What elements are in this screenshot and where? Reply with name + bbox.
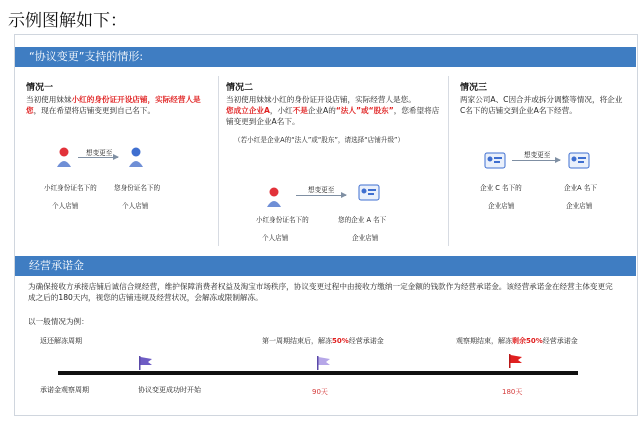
case3-left-caption: 企业 C 名下的 — [480, 184, 522, 192]
case1-text-red: 小红的身份证开设店铺，实际经营人是您 — [26, 95, 201, 115]
flag-start-icon — [138, 356, 154, 370]
case2-text-suffix: ，您希望将店铺变更到企业A名下。 — [226, 106, 440, 126]
case2-right-caption: 您的企业 A 名下 — [338, 216, 387, 224]
column-divider — [218, 76, 219, 246]
case2-text-mid2: 企业A的 — [307, 106, 336, 115]
event-180-prefix: 观察期结束，解冻 — [456, 337, 512, 345]
case1-text-suffix: ，现在希望将店铺变更到自己名下。 — [33, 106, 156, 115]
case1-text-prefix: 当初使用妹妹 — [26, 95, 72, 104]
flag-90-icon — [316, 356, 332, 370]
column-divider — [448, 76, 449, 246]
case2-text-red2: 不是 — [292, 106, 308, 115]
case1-title: 情况一 — [26, 83, 54, 93]
business-card-icon — [358, 182, 380, 202]
change-arrow — [512, 160, 560, 161]
case2-text-red3: “法人”或“股东” — [335, 106, 394, 115]
event-90-prefix: 第一周期结束后，解冻 — [262, 337, 332, 345]
tick-90-days: 90天 — [312, 388, 328, 396]
event-label-90 — [262, 336, 384, 346]
event-90-red: 50% — [332, 337, 349, 345]
observation-timeline — [58, 371, 578, 375]
event-label-start: 协议变更成功时开始 — [138, 386, 201, 394]
example-label: 以一般情况为例： — [28, 317, 89, 326]
case1-left-caption-2: 个人店铺 — [52, 202, 79, 210]
case1-left-caption: 小红身份证名下的 — [44, 184, 97, 192]
flag-180-icon — [508, 354, 524, 368]
case3-arrow-label: 想变更至 — [524, 151, 551, 159]
case3-description: 两家公司A、C因合并或拆分调整等情况，将企业C名下的店铺交到企业A名下经营。 — [460, 95, 623, 115]
case2-title: 情况二 — [226, 83, 254, 93]
person-male-icon — [128, 146, 144, 168]
case2-note: （若小红是企业A的“法人”或“股东”，请选择“店铺升级”） — [234, 136, 405, 144]
section-heading-deposit: 经营承诺金 — [15, 256, 636, 276]
business-card-icon — [568, 150, 590, 170]
case3-right-caption: 企业A 名下 — [564, 184, 597, 192]
row-label-unfreeze-cycle: 返还解冻周期 — [40, 337, 82, 345]
section-heading-protocol: “协议变更”支持的情形: — [15, 47, 636, 67]
tick-180-days: 180天 — [502, 388, 523, 396]
event-90-suffix: 经营承诺金 — [348, 337, 384, 345]
case2-left-caption-2: 个人店铺 — [262, 234, 289, 242]
event-180-red: 剩余50% — [512, 337, 543, 345]
case2-arrow-label: 想变更至 — [308, 186, 335, 194]
case2-description — [226, 94, 442, 127]
business-card-icon — [484, 150, 506, 170]
case1-right-caption-2: 个人店铺 — [122, 202, 149, 210]
deposit-paragraph: 为确保接收方承接店铺后诚信合规经营，维护保障消费者权益及淘宝市场秩序，协议变更过程中由接收方缴纳一定金额的钱款作为经营承诺金。该经营承诺金在经营主体变更完成之后的180天内，视您的店铺违规及经营状况，会解冻或限制解冻。 — [28, 282, 613, 302]
case2-left-caption: 小红身份证名下的 — [256, 216, 309, 224]
case2-text-line1: 当初使用妹妹小红的身份证开设店铺，实际经营人是您。 — [226, 95, 416, 104]
change-arrow — [296, 195, 346, 196]
case1-description — [26, 94, 212, 116]
case3-right-caption-2: 企业店铺 — [566, 202, 593, 210]
case1-right-caption: 您身份证名下的 — [114, 184, 161, 192]
event-180-suffix: 经营承诺金 — [542, 337, 578, 345]
row-label-observation-cycle: 承诺金观察周期 — [40, 386, 89, 394]
event-label-180 — [456, 336, 578, 346]
case2-text-mid: ，小红 — [269, 106, 293, 115]
person-female-icon — [266, 186, 282, 208]
case2-right-caption-2: 企业店铺 — [352, 234, 379, 242]
case3-title: 情况三 — [460, 83, 488, 93]
case3-left-caption-2: 企业店铺 — [488, 202, 515, 210]
case1-arrow-label: 想变更至 — [86, 149, 113, 157]
page-title: 示例图解如下： — [8, 11, 127, 31]
change-arrow — [78, 157, 118, 158]
case2-text-red1: 您成立企业A — [226, 106, 270, 115]
person-female-icon — [56, 146, 72, 168]
